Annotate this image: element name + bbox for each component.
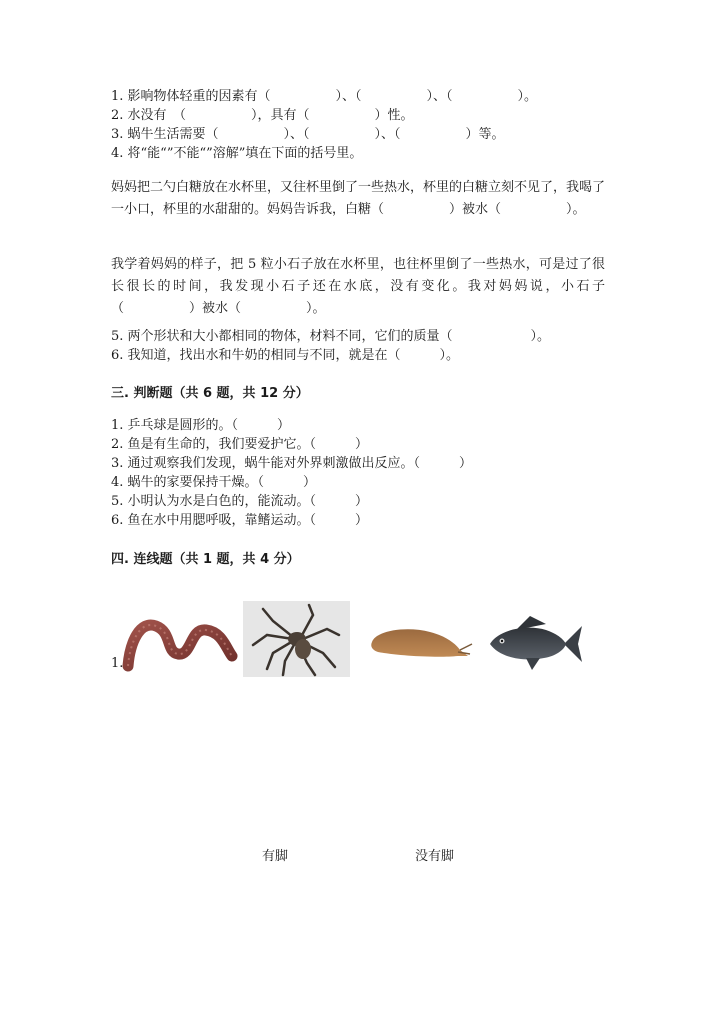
judge-item-1: 1. 乒乓球是圆形的。（ ） xyxy=(111,418,291,433)
fill-paragraph-stones: 我学着妈妈的样子，把 5 粒小石子放在水杯里，也往杯里倒了一些热水，可是过了很长很长的时间，我发现小石子还在水底，没有变化。我对妈妈说，小石子（ ）被水（ ）。 xyxy=(111,257,605,316)
judge-item-4: 4. 蜗牛的家要保持干燥。（ ） xyxy=(111,475,317,490)
judge-item-3: 3. 通过观察我们发现，蜗牛能对外界刺激做出反应。（ ） xyxy=(111,456,473,471)
fill-question-5: 5. 两个形状和大小都相同的物体，材料不同，它们的质量（ ）。 xyxy=(111,329,551,344)
judge-item-5: 5. 小明认为水是白色的，能流动。（ ） xyxy=(111,494,369,509)
label-no-legs: 没有脚 xyxy=(415,849,455,864)
fill-paragraph-sugar: 妈妈把二勺白糖放在水杯里，又往杯里倒了一些热水，杯里的白糖立刻不见了，我喝了一小口，杯里的水甜甜的。妈妈告诉我，白糖（ ）被水（ ）。 xyxy=(111,180,606,217)
slug-image xyxy=(368,620,474,668)
fill-question-6: 6. 我知道，找出水和牛奶的相同与不同，就是在（ ）。 xyxy=(111,348,460,363)
fill-question-4: 4. 将“能“”不能“”溶解”填在下面的括号里。 xyxy=(111,146,363,161)
spider-image xyxy=(243,601,350,677)
fill-question-1: 1. 影响物体轻重的因素有（ ）、（ ）、（ ）。 xyxy=(111,89,538,104)
earthworm-image xyxy=(122,612,238,674)
fill-question-2: 2. 水没有 （ ），具有（ ）性。 xyxy=(111,108,414,123)
fish-image xyxy=(486,614,584,674)
fill-question-3: 3. 蜗牛生活需要（ ）、（ ）、（ ）等。 xyxy=(111,127,505,142)
section-4-title: 四. 连线题（共 1 题，共 4 分） xyxy=(111,552,300,567)
judge-item-2: 2. 鱼是有生命的，我们要爱护它。（ ） xyxy=(111,437,369,452)
section-3-title: 三. 判断题（共 6 题，共 12 分） xyxy=(111,386,309,401)
label-has-legs: 有脚 xyxy=(262,849,289,864)
judge-item-6: 6. 鱼在水中用腮呼吸，靠鳍运动。（ ） xyxy=(111,513,369,528)
matching-question-number: 1. xyxy=(111,656,124,671)
